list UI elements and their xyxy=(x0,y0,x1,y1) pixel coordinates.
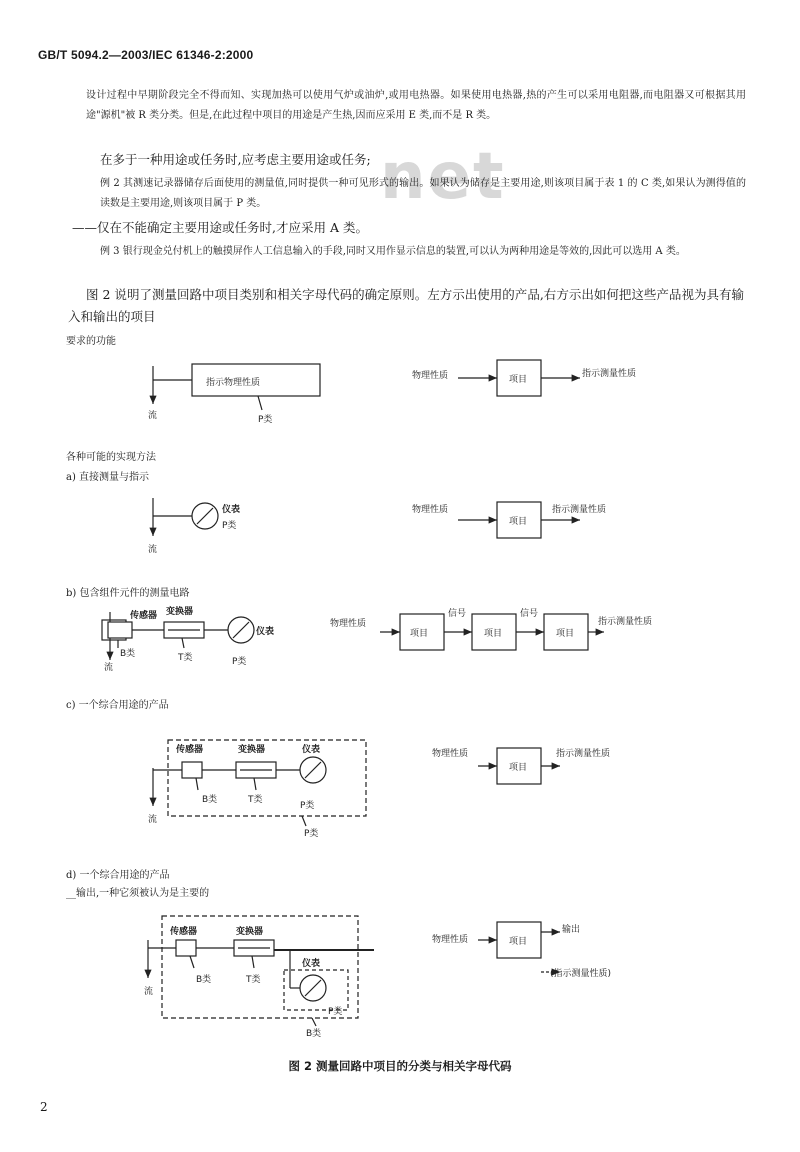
p-class-label: P类 xyxy=(328,1007,343,1017)
label-case-b: b) 包含组件元件的测量电路 xyxy=(66,588,190,599)
t-class-label: T类 xyxy=(246,975,261,985)
indicated-measure-label: 指示测量性质 xyxy=(552,505,607,515)
paragraph-5-example-3: 例 3 银行现金兑付机上的触摸屏作人工信息输入的手段,同时又用作显示信息的装置,可以认为两种用途是等效的,因此可以选用 A 类。 xyxy=(100,246,686,257)
page-number: 2 xyxy=(40,1100,48,1114)
instrument-label: 仪表 xyxy=(302,745,321,755)
paragraph-3-example-2: 例 2 其测速记录器储存后面使用的测量值,同时提供一种可见形式的输出。如果认为储存是主要用途,则该项目属于表 1 的 C 类,如果认为测得值的读数是主要用途,则该项目属于 P 类。 xyxy=(100,178,746,209)
item-label: 项目 xyxy=(509,763,528,773)
paragraph-4: ——仅在不能确定主要用途或任务时,才应采用 A 类。 xyxy=(72,220,368,235)
physical-property-label: 物理性质 xyxy=(432,935,469,945)
paragraph-6: 图 2 说明了测量回路中项目类别和相关字母代码的确定原则。左方示出使用的产品,右方示出如何把这些产品视为具有输入和输出的项目 xyxy=(68,287,744,324)
flow-label: 流 xyxy=(148,545,158,555)
flow-label: 流 xyxy=(148,815,158,825)
item-label: 项目 xyxy=(410,629,429,639)
paragraph-2: 在多于一种用途或任务时,应考虑主要用途或任务; xyxy=(100,152,371,167)
sensor-label: 传感器 xyxy=(130,611,158,621)
flow-label: 流 xyxy=(104,663,114,673)
converter-label: 变换器 xyxy=(236,927,264,937)
flow-label: 流 xyxy=(148,411,158,421)
standard-number: GB/T 5094.2—2003/IEC 61346-2:2000 xyxy=(38,48,254,62)
flow-label: 流 xyxy=(144,987,154,997)
physical-property-label: 物理性质 xyxy=(330,619,367,629)
label-case-d: d) 一个综合用途的产品 xyxy=(66,870,170,881)
p-class-label: P类 xyxy=(300,801,315,811)
figure-caption: 图 2 测量回路中项目的分类与相关字母代码 xyxy=(288,1059,512,1073)
sensor-label: 传感器 xyxy=(170,927,198,937)
p-class-label: P类 xyxy=(232,657,247,667)
indicate-property-label: 指示物理性质 xyxy=(206,378,261,388)
p-class-label: P类 xyxy=(222,521,237,531)
indicated-measure-label: 指示测量性质 xyxy=(598,617,653,627)
b-class-label: B类 xyxy=(202,795,218,805)
label-required-function: 要求的功能 xyxy=(66,336,116,347)
b-class-label: B类 xyxy=(196,975,212,985)
label-case-d-note: __输出,一种它须被认为是主要的 xyxy=(66,888,210,899)
indicated-measure-label: 指示测量性质 xyxy=(582,369,637,379)
physical-property-label: 物理性质 xyxy=(412,505,449,515)
instrument-label: 仪表 xyxy=(256,627,275,637)
row2-left xyxy=(153,498,218,536)
item-label: 项目 xyxy=(484,629,503,639)
indicated-measure-label: 指示测量性质 xyxy=(556,749,611,759)
sensor-label: 传感器 xyxy=(176,745,204,755)
paragraph-1: 设计过程中早期阶段完全不得而知、实现加热可以使用气炉或油炉,或用电热器。如果使用电热器,热的产生可以采用电阻器,而电阻器又可根据其用途"源机"被 R 类分类。但是,在此过程中项目的用途是产生热,因而应采用 E 类,而不是 R 类。 xyxy=(86,90,746,121)
item-label: 项目 xyxy=(556,629,575,639)
item-label: 项目 xyxy=(509,517,528,527)
t-class-label: T类 xyxy=(248,795,263,805)
p-class-label: P类 xyxy=(258,415,273,425)
output-label: 输出 xyxy=(562,925,581,935)
watermark: net xyxy=(380,140,506,214)
p-class-label: P类 xyxy=(304,829,319,839)
item-label: 项目 xyxy=(509,937,528,947)
instrument-label: 仪表 xyxy=(222,505,241,515)
b-class-label: B类 xyxy=(306,1029,322,1039)
indicated-measure-paren-label: (指示测量性质) xyxy=(550,969,612,979)
converter-label: 变换器 xyxy=(166,607,194,617)
converter-label: 变换器 xyxy=(238,745,266,755)
t-class-label: T类 xyxy=(178,653,193,663)
instrument-label: 仪表 xyxy=(302,959,321,969)
label-realizations: 各种可能的实现方法 xyxy=(66,452,156,463)
item-label: 项目 xyxy=(509,375,528,385)
label-case-a: a) 直接测量与指示 xyxy=(66,472,150,483)
label-case-c: c) 一个综合用途的产品 xyxy=(66,700,169,711)
physical-property-label: 物理性质 xyxy=(412,371,449,381)
signal-label: 信号 xyxy=(448,609,467,619)
physical-property-label: 物理性质 xyxy=(432,749,469,759)
b-class-label: B类 xyxy=(120,649,136,659)
row5-right xyxy=(478,922,560,972)
signal-label: 信号 xyxy=(520,609,539,619)
